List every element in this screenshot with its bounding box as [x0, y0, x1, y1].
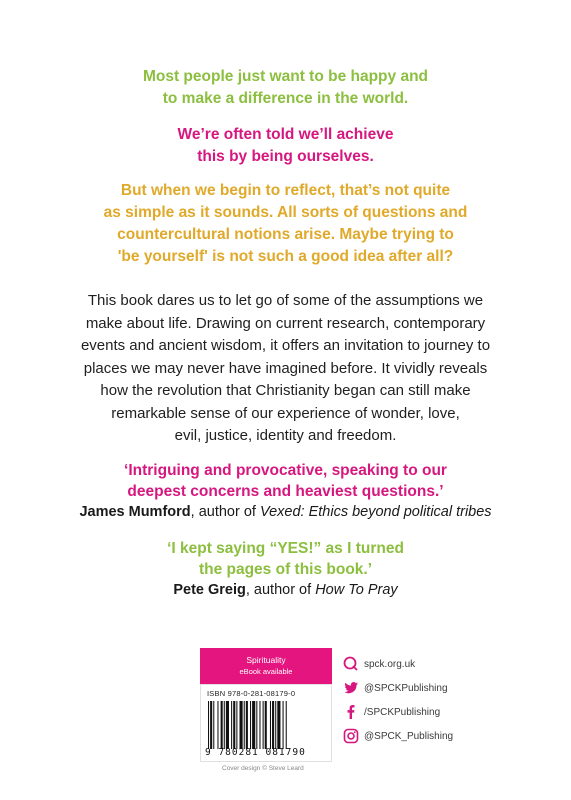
barcode-area: [200, 684, 332, 762]
barcode-bar: [231, 701, 232, 749]
endorsement-quote-2: [0, 538, 571, 580]
barcode-bar: [250, 701, 251, 749]
barcode-bar: [259, 701, 260, 749]
endorser-name: James Mumford: [79, 504, 191, 520]
barcode-bar: [224, 701, 225, 749]
intro-line: We’re often told we’ll achieve: [177, 126, 394, 143]
description-line: remarkable sense of our experience of wonder, love,: [111, 404, 460, 422]
intro-line: 'be yourself' is not such a good idea after all?: [117, 248, 454, 265]
endorsement-quote-1: [0, 460, 571, 502]
barcode-bar: [265, 701, 267, 749]
barcode-bar: [263, 701, 264, 749]
quote-line: ‘I kept saying “YES!” as I turned: [167, 540, 404, 557]
intro-paragraph-1: [0, 66, 571, 110]
endorsement-attribution-1: [0, 502, 571, 522]
quote-line: the pages of this book.’: [198, 561, 373, 578]
barcode-panel: [200, 648, 332, 762]
description-line: This book dares us to let go of some of the assumptions we: [87, 292, 484, 309]
barcode-bar: [233, 701, 235, 749]
barcode-bar: [277, 701, 280, 749]
ebook-note: eBook available: [239, 667, 293, 676]
spck-logo-icon: [343, 656, 359, 672]
barcode-bar: [208, 701, 209, 749]
social-label: @SPCK_Publishing: [364, 730, 454, 742]
barcode-bar: [283, 701, 284, 749]
barcode-bar: [217, 701, 218, 749]
endorser-role: , author of: [190, 504, 260, 520]
endorser-work: Vexed: Ethics beyond political tribes: [259, 504, 492, 520]
description-line: how the revolution that Christianity began can still make: [100, 382, 471, 399]
barcode-bar: [256, 701, 257, 749]
quote-line: deepest concerns and heaviest questions.’: [127, 483, 444, 500]
social-twitter[interactable]: [343, 680, 448, 696]
barcode-bar: [221, 701, 223, 749]
category-label: [200, 648, 332, 684]
endorsement-attribution-2: [0, 580, 571, 600]
intro-line: But when we begin to reflect, that’s not quite: [120, 182, 451, 199]
intro-line: as simple as it sounds. All sorts of questions and: [103, 204, 468, 221]
barcode-bar: [226, 701, 229, 749]
quote-line: ‘Intriguing and provocative, speaking to our: [124, 462, 447, 479]
barcode-bar: [244, 701, 245, 749]
instagram-icon: [343, 728, 359, 744]
intro-line: to make a difference in the world.: [162, 90, 409, 107]
endorser-name: Pete Greig: [173, 582, 246, 598]
endorser-work: How To Pray: [315, 582, 398, 598]
isbn-number: ISBN 978-0-281-08179-0: [207, 689, 296, 698]
social-website[interactable]: [343, 656, 415, 672]
description-line: make about life. Drawing on current research, contemporary: [85, 314, 486, 332]
endorser-role: , author of: [245, 582, 316, 598]
barcode-bar: [210, 701, 212, 749]
intro-paragraph-3: [0, 180, 571, 268]
social-facebook[interactable]: [343, 704, 440, 720]
description-line: events and ancient wisdom, it offers an invitation to journey to: [80, 337, 491, 354]
social-instagram[interactable]: [343, 728, 453, 744]
facebook-icon: [343, 704, 359, 720]
intro-line: countercultural notions arise. Maybe trying to: [117, 226, 454, 243]
barcode-bar: [270, 701, 271, 749]
description-line: evil, justice, identity and freedom.: [174, 427, 397, 444]
social-label: /SPCKPublishing: [364, 706, 441, 718]
barcode-bar: [272, 701, 274, 749]
barcode-bar: [213, 701, 214, 749]
barcode-bar: [286, 701, 287, 749]
intro-line: Most people just want to be happy and: [142, 68, 429, 85]
description-line: places we may never have imagined before. It vividly reveals: [83, 359, 488, 377]
social-label: @SPCKPublishing: [364, 682, 448, 694]
book-description: [0, 290, 571, 448]
barcode-bar: [240, 701, 243, 749]
social-label: spck.org.uk: [364, 658, 416, 670]
category-name: Spirituality: [246, 655, 286, 665]
intro-paragraph-2: [0, 124, 571, 168]
barcode-bar: [236, 701, 237, 749]
twitter-icon: [343, 680, 359, 696]
barcode-digits: 9 780281 081790: [205, 747, 306, 758]
barcode-bars: [207, 701, 325, 749]
cover-design-credit: Cover design © Steve Leard: [222, 765, 304, 772]
barcode-bar: [246, 701, 248, 749]
barcode-bar: [275, 701, 276, 749]
intro-line: this by being ourselves.: [197, 148, 374, 165]
barcode-bar: [252, 701, 255, 749]
